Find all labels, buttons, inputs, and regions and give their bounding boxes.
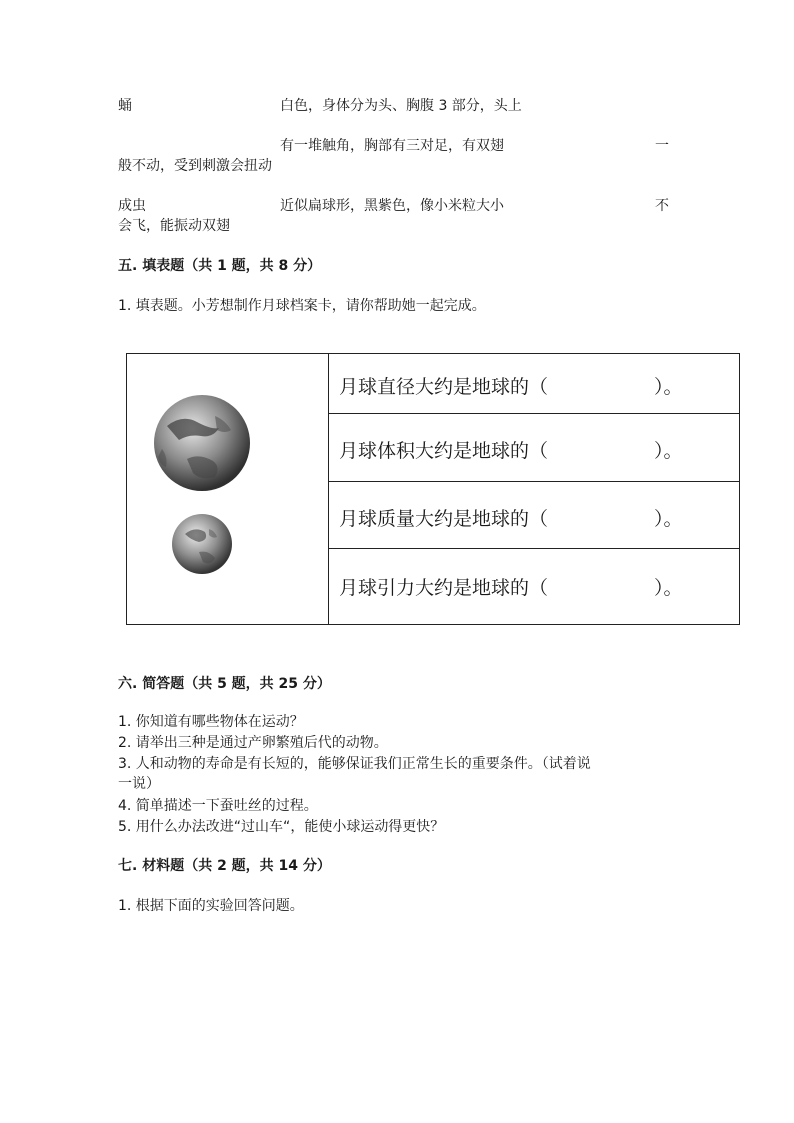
section6-question-4: 4. 简单描述一下蚕吐丝的过程。 [118,798,318,814]
planet-image-cell [127,354,329,624]
row-text-volume: 月球体积大约是地球的（ [339,440,549,462]
table-row [329,414,739,482]
section6-question-1: 1. 你知道有哪些物体在运动？ [118,714,304,730]
row-description-tail: 一 [655,138,669,154]
earth-moon-illustration [127,354,328,624]
moon-icon [172,514,232,574]
row-text-gravity: 月球引力大约是地球的（ [339,577,549,599]
table-row [329,354,739,414]
row-adult-stage: 成虫 [118,198,146,214]
row-text-mass: 月球质量大约是地球的（ [339,508,549,530]
section6-heading: 六. 简答题（共 5 题，共 25 分） [118,676,331,692]
section6-question-5: 5. 用什么办法改进“过山车“，能使小球运动得更快？ [118,819,445,835]
row-adult-description: 近似扁球形，黑紫色，像小米粒大小 [280,198,504,214]
section7-heading: 七. 材料题（共 2 题，共 14 分） [118,858,331,874]
moon-profile-table [126,353,740,625]
row-text-diameter: 月球直径大约是地球的（ [339,376,549,398]
row-close-diameter: ）。 [654,376,683,398]
section5-heading: 五. 填表题（共 1 题，共 8 分） [118,258,322,274]
row-close-gravity: ）。 [654,577,683,599]
section6-question-2: 2. 请举出三种是通过产卵繁殖后代的动物。 [118,735,388,751]
row-close-volume: ）。 [654,440,683,462]
row-pupa-description: 白色，身体分为头、胸腹 3 部分，头上 [280,98,522,114]
earth-icon [154,395,250,491]
row-close-mass: ）。 [654,508,683,530]
row-adult-tail: 不 [655,198,669,214]
section5-question-1: 1. 填表题。小芳想制作月球档案卡，请你帮助她一起完成。 [118,298,486,314]
row-pupa-stage: 蛹 [118,98,132,114]
section6-question-3-continuation: 一说） [118,776,160,792]
section6-question-3: 3. 人和动物的寿命是有长短的，能够保证我们正常生长的重要条件。（试着说 [118,756,591,772]
table-row [329,482,739,549]
table-row [329,549,739,624]
row-description-line: 有一堆触角，胸部有三对足，有双翅 [280,138,504,154]
section7-question-1: 1. 根据下面的实验回答问题。 [118,898,304,914]
row-description-continuation: 般不动，受到刺激会扭动 [118,158,272,174]
row-adult-continuation: 会飞，能振动双翅 [118,218,230,234]
